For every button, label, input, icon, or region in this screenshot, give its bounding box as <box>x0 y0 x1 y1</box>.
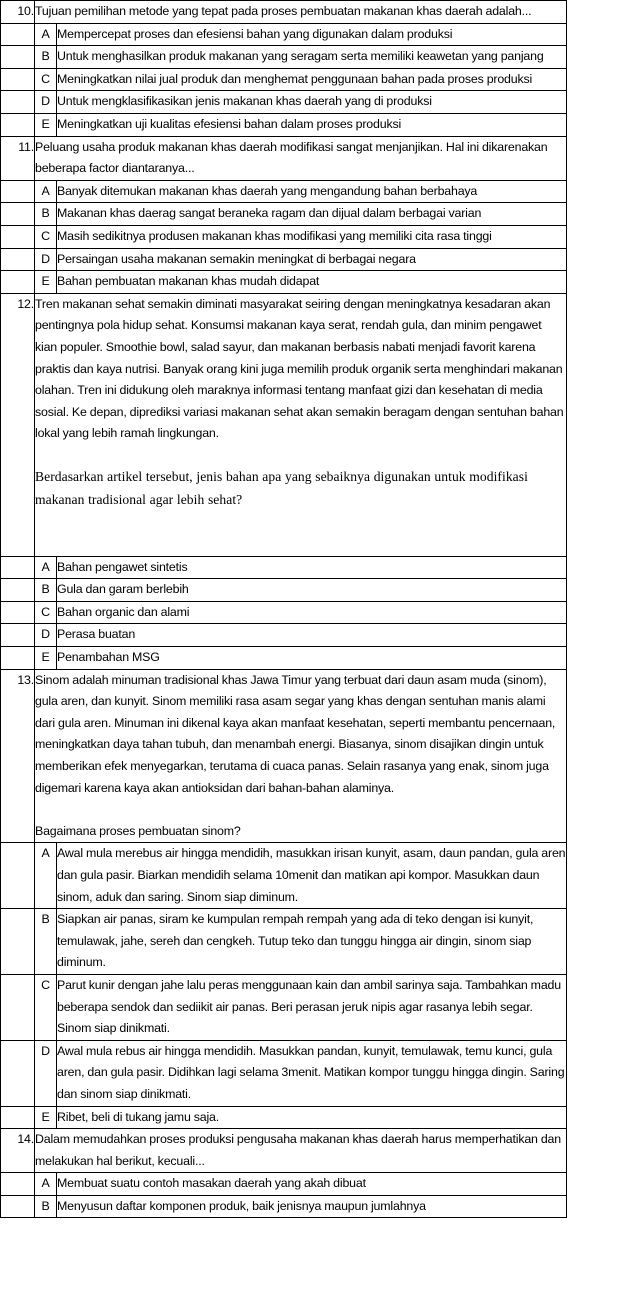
option-row[interactable] <box>1 248 567 271</box>
question-prompt: Bagaimana proses pembuatan sinom? <box>35 823 241 838</box>
spacer-cell <box>1 579 35 602</box>
question-prompt: Berdasarkan artikel tersebut, jenis bahan apa yang sebaiknya digunakan untuk modifikasi makanan tradisional agar lebih sehat? <box>35 469 528 508</box>
question-stem-row <box>1 1129 567 1173</box>
option-letter: E <box>35 113 57 136</box>
passage-text: Sinom adalah minuman tradisional khas Jawa Timur yang terbuat dari daun asam muda (sinom), gula aren, dan kunyit. Sinom memiliki rasa asam segar yang khas dengan sentuhan manis alami dari gula aren. Minuman ini dikenal kaya akan manfaat kesehatan, seperti membantu pencernaan, meningkatkan daya tahan tubuh, dan menambah energi. Biasanya, sinom disajikan dingin untuk memberikan efek menyegarkan, terutama di cuaca panas. Selain rasanya yang enak, sinom juga digemari karena kaya akan antioksidan dari bahan-bahan alaminya. <box>35 672 556 795</box>
option-text: Ribet, beli di tukang jamu saja. <box>57 1106 567 1129</box>
paragraph-gap <box>35 445 566 467</box>
spacer-cell <box>1 271 35 294</box>
option-row[interactable] <box>1 23 567 46</box>
spacer-cell <box>1 1040 35 1106</box>
option-text: Meningkatkan uji kualitas efesiensi bahan dalam proses produksi <box>57 113 567 136</box>
option-letter: E <box>35 647 57 670</box>
option-row[interactable] <box>1 624 567 647</box>
spacer-cell <box>1 23 35 46</box>
option-row[interactable] <box>1 843 567 909</box>
option-text: Untuk menghasilkan produk makanan yang seragam serta memiliki keawetan yang panjang <box>57 46 567 69</box>
spacer-cell <box>1 843 35 909</box>
option-row[interactable] <box>1 46 567 69</box>
option-row[interactable] <box>1 271 567 294</box>
spacer-cell <box>1 1195 35 1218</box>
option-row[interactable] <box>1 203 567 226</box>
answer-gap <box>35 512 566 556</box>
option-letter: A <box>35 556 57 579</box>
option-letter: B <box>35 909 57 975</box>
option-text: Untuk mengklasifikasikan jenis makanan khas daerah yang di produksi <box>57 91 567 114</box>
option-row[interactable] <box>1 1106 567 1129</box>
option-letter: C <box>35 601 57 624</box>
spacer-cell <box>1 203 35 226</box>
option-letter: B <box>35 203 57 226</box>
spacer-cell <box>1 647 35 670</box>
spacer-cell <box>1 624 35 647</box>
option-letter: C <box>35 68 57 91</box>
option-text: Bahan pengawet sintetis <box>57 556 567 579</box>
option-letter: C <box>35 974 57 1040</box>
spacer-cell <box>1 68 35 91</box>
option-letter: E <box>35 1106 57 1129</box>
option-row[interactable] <box>1 556 567 579</box>
spacer-cell <box>1 974 35 1040</box>
question-passage-block <box>35 293 567 556</box>
option-text: Bahan pembuatan makanan khas mudah didapat <box>57 271 567 294</box>
question-text: Dalam memudahkan proses produksi pengusaha makanan khas daerah harus memperhatikan dan melakukan hal berikut, kecuali... <box>35 1129 567 1173</box>
question-stem-row <box>1 669 567 843</box>
spacer-cell <box>1 556 35 579</box>
option-text: Penambahan MSG <box>57 647 567 670</box>
option-text: Parut kunir dengan jahe lalu peras menggunaan kain dan ambil sarinya saja. Tambahkan madu beberapa sendok dan sediikit air panas. Beri perasan jeruk nipis agar rasanya lebih segar. Sinom siap dinikmati. <box>57 974 567 1040</box>
spacer-cell <box>1 909 35 975</box>
option-row[interactable] <box>1 1040 567 1106</box>
option-text: Membuat suatu contoh masakan daerah yang akah dibuat <box>57 1173 567 1196</box>
option-text: Awal mula rebus air hingga mendidih. Masukkan pandan, kunyit, temulawak, temu kunci, gula aren, dan gula pasir. Didihkan lagi selama 3menit. Matikan kompor tunggu hingga dingin. Saring dan sinom siap dinikmati. <box>57 1040 567 1106</box>
question-text: Peluang usaha produk makanan khas daerah modifikasi sangat menjanjikan. Hal ini dikarenakan beberapa factor diantaranya... <box>35 136 567 180</box>
option-row[interactable] <box>1 974 567 1040</box>
question-number: 14. <box>1 1129 35 1173</box>
paragraph-gap <box>35 799 566 821</box>
option-row[interactable] <box>1 91 567 114</box>
option-letter: A <box>35 843 57 909</box>
option-letter: E <box>35 271 57 294</box>
option-letter: D <box>35 1040 57 1106</box>
option-text: Bahan organic dan alami <box>57 601 567 624</box>
spacer-cell <box>1 113 35 136</box>
question-stem-row <box>1 1 567 24</box>
spacer-cell <box>1 1173 35 1196</box>
option-letter: D <box>35 248 57 271</box>
option-letter: A <box>35 180 57 203</box>
option-text: Persaingan usaha makanan semakin meningkat di berbagai negara <box>57 248 567 271</box>
question-stem-row <box>1 293 567 556</box>
option-row[interactable] <box>1 113 567 136</box>
option-row[interactable] <box>1 579 567 602</box>
option-row[interactable] <box>1 647 567 670</box>
spacer-cell <box>1 1106 35 1129</box>
option-text: Menyusun daftar komponen produk, baik jenisnya maupun jumlahnya <box>57 1195 567 1218</box>
option-letter: D <box>35 91 57 114</box>
option-text: Siapkan air panas, siram ke kumpulan rempah rempah yang ada di teko dengan isi kunyit, temulawak, jahe, sereh dan cengkeh. Tutup teko dan tunggu hingga air dingin, sinom siap diminum. <box>57 909 567 975</box>
option-text: Masih sedikitnya produsen makanan khas modifikasi yang memiliki cita rasa tinggi <box>57 225 567 248</box>
option-text: Banyak ditemukan makanan khas daerah yang mengandung bahan berbahaya <box>57 180 567 203</box>
passage-text: Tren makanan sehat semakin diminati masyarakat seiring dengan meningkatnya kesadaran akan pentingnya pola hidup sehat. Konsumsi makanan kaya serat, rendah gula, dan minim pengawet kian populer. Smoothie bowl, salad sayur, dan makanan berbasis nabati menjadi favorit karena praktis dan kaya nutrisi. Banyak orang kini juga memilih produk organik serta menghindari makanan olahan. Tren ini didukung oleh maraknya informasi tentang manfaat gizi dan kesehatan di media sosial. Ke depan, diprediksi variasi makanan sehat akan semakin beragam dengan sentuhan bahan lokal yang lebih ramah lingkungan. <box>35 296 564 441</box>
option-row[interactable] <box>1 1195 567 1218</box>
spacer-cell <box>1 46 35 69</box>
question-text: Tujuan pemilihan metode yang tepat pada proses pembuatan makanan khas daerah adalah... <box>35 1 567 24</box>
question-stem-row <box>1 136 567 180</box>
option-letter: A <box>35 1173 57 1196</box>
question-number: 11. <box>1 136 35 180</box>
option-letter: C <box>35 225 57 248</box>
option-row[interactable] <box>1 225 567 248</box>
option-row[interactable] <box>1 909 567 975</box>
option-letter: B <box>35 579 57 602</box>
question-number: 13. <box>1 669 35 843</box>
option-text: Awal mula merebus air hingga mendidih, masukkan irisan kunyit, asam, daun pandan, gula aren dan gula pasir. Biarkan mendidih selama 10menit dan matikan api kompor. Masukkan daun sinom, aduk dan saring. Sinom siap diminum. <box>57 843 567 909</box>
option-letter: B <box>35 46 57 69</box>
spacer-cell <box>1 91 35 114</box>
option-row[interactable] <box>1 601 567 624</box>
option-text: Perasa buatan <box>57 624 567 647</box>
option-text: Meningkatkan nilai jual produk dan menghemat penggunaan bahan pada proses produksi <box>57 68 567 91</box>
option-letter: B <box>35 1195 57 1218</box>
option-row[interactable] <box>1 1173 567 1196</box>
option-text: Gula dan garam berlebih <box>57 579 567 602</box>
spacer-cell <box>1 180 35 203</box>
option-letter: A <box>35 23 57 46</box>
spacer-cell <box>1 248 35 271</box>
option-row[interactable] <box>1 68 567 91</box>
option-row[interactable] <box>1 180 567 203</box>
option-text: Makanan khas daerag sangat beraneka ragam dan dijual dalam berbagai varian <box>57 203 567 226</box>
option-text: Mempercepat proses dan efesiensi bahan yang digunakan dalam produksi <box>57 23 567 46</box>
spacer-cell <box>1 601 35 624</box>
spacer-cell <box>1 225 35 248</box>
question-number: 12. <box>1 293 35 556</box>
question-passage-block <box>35 669 567 843</box>
option-letter: D <box>35 624 57 647</box>
question-number: 10. <box>1 1 35 24</box>
